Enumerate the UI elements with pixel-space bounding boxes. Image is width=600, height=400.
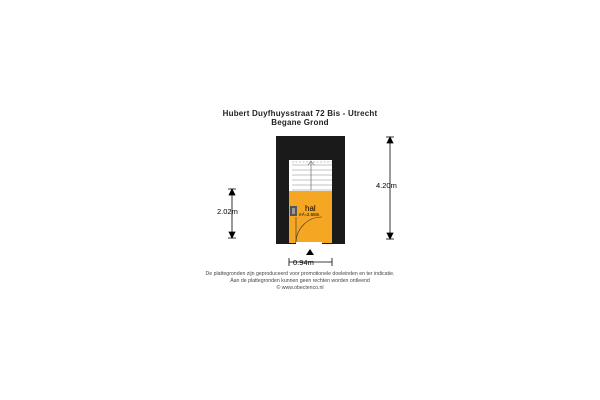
disclaimer-line-2: Aan de plattegronden kunnen geen rechten worden ontleend [230,278,370,284]
label-total-height: 4.20m [376,181,397,190]
meter-box [290,206,297,216]
entrance-opening [296,242,322,245]
room-name: hal [305,204,316,213]
label-room-height: 2.02m [217,207,238,216]
entrance-arrow-icon [306,249,314,255]
disclaimer-line-1: De plattegronden zijn geproduceerd voor promotionele doeleinden en ter indicatie. [205,271,395,277]
disclaimer-line-3: © www.obectenco.nl [276,285,324,291]
label-width: 0.94m [293,258,314,267]
room-hal [289,191,332,243]
address-title: Hubert Duyfhuysstraat 72 Bis - Utrecht [222,109,378,118]
room-area: m²=2.68m [299,212,320,217]
floor-title: Begane Grond [271,118,329,127]
